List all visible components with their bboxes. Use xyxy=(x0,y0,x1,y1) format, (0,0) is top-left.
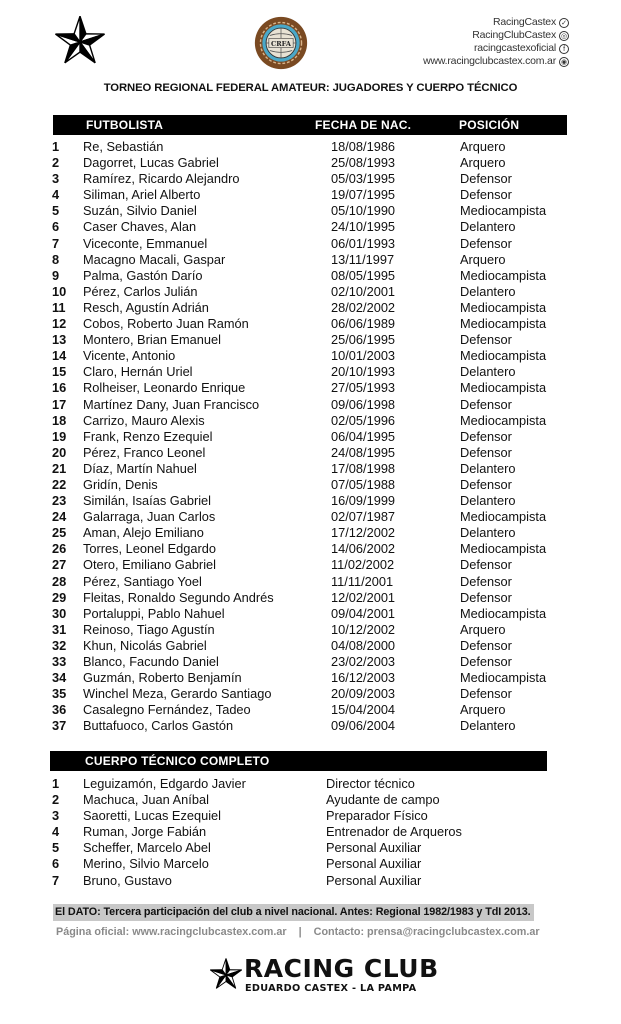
twitter-icon: ✓ xyxy=(559,18,569,28)
racing-club-logo xyxy=(208,954,439,999)
staff-row xyxy=(0,824,621,840)
dato-note: El DATO: Tercera participación del club a nivel nacional. Antes: Regional 1982/1983 y TdI 2013. xyxy=(53,904,534,921)
column-header-fecha: FECHA DE NAC. xyxy=(315,118,412,132)
player-number: 20 xyxy=(52,444,67,460)
contact-line xyxy=(56,926,540,938)
player-row xyxy=(0,525,621,541)
player-name: Martínez Dany, Juan Francisco xyxy=(83,396,260,412)
player-position: Delantero xyxy=(460,718,516,734)
staff-row xyxy=(0,792,621,808)
brand-name: RACING CLUB xyxy=(244,954,439,983)
separator: | xyxy=(298,926,302,938)
player-number: 1 xyxy=(52,139,60,154)
player-birthdate: 27/05/1993 xyxy=(331,380,396,396)
staff-name: Ruman, Jorge Fabián xyxy=(83,824,207,840)
player-name: Siliman, Ariel Alberto xyxy=(83,187,201,203)
player-birthdate: 16/12/2003 xyxy=(331,670,396,686)
player-number: 8 xyxy=(52,251,60,267)
player-number: 22 xyxy=(52,476,67,492)
player-row xyxy=(0,348,621,364)
player-position: Arquero xyxy=(460,621,506,637)
player-birthdate: 17/12/2002 xyxy=(331,525,396,541)
player-row xyxy=(0,557,621,573)
player-row xyxy=(0,155,621,171)
player-row xyxy=(0,429,621,445)
player-number: 25 xyxy=(52,525,67,541)
player-birthdate: 10/12/2002 xyxy=(331,621,396,637)
player-name: Carrizo, Mauro Alexis xyxy=(83,412,205,428)
staff-row xyxy=(0,856,621,872)
player-name: Pérez, Franco Leonel xyxy=(83,444,206,460)
player-number: 7 xyxy=(52,235,60,251)
player-birthdate: 07/05/1988 xyxy=(331,476,396,492)
player-name: Casalegno Fernández, Tadeo xyxy=(83,702,251,718)
player-number: 11 xyxy=(52,299,66,315)
player-row xyxy=(0,413,621,429)
player-birthdate: 08/05/1995 xyxy=(331,267,396,283)
player-position: Mediocampista xyxy=(460,348,547,364)
player-row xyxy=(0,509,621,525)
player-row xyxy=(0,670,621,686)
player-position: Delantero xyxy=(460,219,516,235)
player-name: Resch, Agustín Adrián xyxy=(83,299,209,315)
social-links xyxy=(423,16,569,68)
player-row xyxy=(0,300,621,316)
seal-text: CRFA xyxy=(271,39,291,48)
staff-role: Director técnico xyxy=(326,776,415,791)
player-name: Winchel Meza, Gerardo Santiago xyxy=(83,686,272,702)
player-position: Mediocampista xyxy=(460,509,547,525)
player-name: Viceconte, Emmanuel xyxy=(83,235,208,251)
player-row xyxy=(0,702,621,718)
player-position: Mediocampista xyxy=(460,203,547,219)
facebook-icon: f xyxy=(559,44,569,54)
players-table-header xyxy=(53,115,567,135)
player-row xyxy=(0,284,621,300)
player-name: Blanco, Facundo Daniel xyxy=(83,654,219,669)
player-name: Similán, Isaías Gabriel xyxy=(83,493,212,509)
player-number: 30 xyxy=(52,605,67,621)
column-header-posicion: POSICIÓN xyxy=(459,118,520,132)
player-row xyxy=(0,606,621,622)
player-number: 36 xyxy=(52,702,67,718)
player-position: Delantero xyxy=(460,493,516,509)
player-birthdate: 10/01/2003 xyxy=(331,348,396,364)
player-row xyxy=(0,187,621,203)
player-position: Arquero xyxy=(460,155,506,171)
staff-name: Scheffer, Marcelo Abel xyxy=(83,840,211,856)
player-birthdate: 09/06/1998 xyxy=(331,396,396,412)
player-number: 12 xyxy=(52,316,67,332)
player-number: 6 xyxy=(52,219,60,235)
player-birthdate: 02/07/1987 xyxy=(331,509,396,525)
staff-table-header xyxy=(50,751,547,771)
player-position: Mediocampista xyxy=(460,541,547,557)
player-number: 4 xyxy=(52,187,60,203)
player-birthdate: 16/09/1999 xyxy=(331,493,396,509)
player-number: 9 xyxy=(52,267,60,283)
official-page-link[interactable]: Página oficial: www.racingclubcastex.com.ar xyxy=(56,926,287,938)
player-name: Claro, Hernán Uriel xyxy=(83,364,193,380)
staff-row xyxy=(0,808,621,824)
player-row xyxy=(0,332,621,348)
staff-role: Entrenador de Arqueros xyxy=(326,824,462,840)
player-name: Reinoso, Tiago Agustín xyxy=(83,621,215,637)
player-birthdate: 06/01/1993 xyxy=(331,235,396,251)
player-number: 10 xyxy=(52,283,67,299)
player-name: Pérez, Santiago Yoel xyxy=(83,573,202,589)
player-position: Delantero xyxy=(460,364,516,380)
brand-subtitle: EDUARDO CASTEX - LA PAMPA xyxy=(245,983,417,994)
player-number: 31 xyxy=(52,621,67,637)
player-name: Montero, Brian Emanuel xyxy=(83,332,221,348)
player-number: 37 xyxy=(52,718,67,734)
player-birthdate: 06/04/1995 xyxy=(331,428,396,444)
staff-name: Bruno, Gustavo xyxy=(83,872,172,888)
staff-number: 6 xyxy=(52,856,60,872)
social-label: RacingClubCastex xyxy=(472,29,556,41)
player-row xyxy=(0,139,621,155)
player-name: Suzán, Silvio Daniel xyxy=(83,203,197,219)
staff-role: Ayudante de campo xyxy=(326,792,440,808)
player-position: Mediocampista xyxy=(460,380,547,396)
player-row xyxy=(0,171,621,187)
player-name: Palma, Gastón Darío xyxy=(83,267,203,283)
player-birthdate: 11/02/2002 xyxy=(331,557,395,573)
player-name: Pérez, Carlos Julián xyxy=(83,283,198,299)
player-name: Díaz, Martín Nahuel xyxy=(83,460,197,476)
player-row xyxy=(0,590,621,606)
player-number: 24 xyxy=(52,509,67,525)
player-birthdate: 05/10/1990 xyxy=(331,203,396,219)
player-position: Delantero xyxy=(460,283,516,299)
player-row xyxy=(0,236,621,252)
player-position: Arquero xyxy=(460,702,506,718)
nautical-star xyxy=(56,16,105,63)
staff-role: Personal Auxiliar xyxy=(326,872,422,888)
player-position: Defensor xyxy=(460,654,512,669)
staff-name: Saoretti, Lucas Ezequiel xyxy=(83,808,222,824)
player-position: Mediocampista xyxy=(460,299,547,315)
player-name: Cobos, Roberto Juan Ramón xyxy=(83,316,249,332)
player-row xyxy=(0,477,621,493)
player-name: Frank, Renzo Ezequiel xyxy=(83,428,213,444)
player-position: Defensor xyxy=(460,686,512,702)
player-name: Portaluppi, Pablo Nahuel xyxy=(83,605,225,621)
player-name: Otero, Emiliano Gabriel xyxy=(83,557,216,573)
player-number: 32 xyxy=(52,637,67,653)
social-link[interactable] xyxy=(423,29,569,42)
player-position: Delantero xyxy=(460,525,516,541)
staff-role: Personal Auxiliar xyxy=(326,840,422,856)
player-birthdate: 28/02/2002 xyxy=(331,299,396,315)
player-row xyxy=(0,316,621,332)
player-row xyxy=(0,686,621,702)
staff-title: CUERPO TÉCNICO COMPLETO xyxy=(85,754,270,768)
player-row xyxy=(0,397,621,413)
staff-number: 4 xyxy=(52,824,60,840)
player-position: Defensor xyxy=(460,332,512,348)
social-link[interactable] xyxy=(423,16,569,29)
player-number: 2 xyxy=(52,155,60,171)
player-row xyxy=(0,638,621,654)
player-position: Defensor xyxy=(460,171,512,187)
player-position: Mediocampista xyxy=(460,412,547,428)
player-row xyxy=(0,718,621,734)
player-birthdate: 02/10/2001 xyxy=(331,283,396,299)
player-name: Aman, Alejo Emiliano xyxy=(83,525,204,541)
staff-table xyxy=(0,776,621,889)
player-number: 23 xyxy=(52,493,67,509)
players-table xyxy=(0,139,621,734)
player-birthdate: 05/03/1995 xyxy=(331,171,396,187)
player-number: 28 xyxy=(52,573,67,589)
staff-number: 5 xyxy=(52,840,60,856)
player-row xyxy=(0,252,621,268)
player-name: Buttafuoco, Carlos Gastón xyxy=(83,718,234,734)
player-number: 17 xyxy=(52,396,67,412)
player-row xyxy=(0,461,621,477)
player-row xyxy=(0,493,621,509)
staff-number: 7 xyxy=(52,872,60,888)
player-row xyxy=(0,622,621,638)
player-number: 35 xyxy=(52,686,67,702)
column-header-futbolista: FUTBOLISTA xyxy=(86,118,164,132)
player-name: Gridín, Denis xyxy=(83,476,158,492)
player-position: Defensor xyxy=(460,444,512,460)
player-birthdate: 20/10/1993 xyxy=(331,364,396,380)
player-row xyxy=(0,445,621,461)
staff-name: Leguizamón, Edgardo Javier xyxy=(83,776,246,791)
player-name: Rolheiser, Leonardo Enrique xyxy=(83,380,246,396)
footer-star-icon xyxy=(208,957,244,993)
player-name: Khun, Nicolás Gabriel xyxy=(83,637,207,653)
player-birthdate: 11/11/2001 xyxy=(331,573,394,589)
player-position: Defensor xyxy=(460,637,512,653)
player-name: Fleitas, Ronaldo Segundo Andrés xyxy=(83,589,274,605)
player-position: Defensor xyxy=(460,187,512,203)
player-position: Defensor xyxy=(460,573,512,589)
player-birthdate: 24/10/1995 xyxy=(331,219,396,235)
player-position: Arquero xyxy=(460,251,506,267)
player-position: Mediocampista xyxy=(460,670,547,686)
player-row xyxy=(0,203,621,219)
player-row xyxy=(0,380,621,396)
player-name: Dagorret, Lucas Gabriel xyxy=(83,155,219,171)
player-position: Defensor xyxy=(460,557,512,573)
player-birthdate: 20/09/2003 xyxy=(331,686,396,702)
player-number: 26 xyxy=(52,541,67,557)
player-number: 21 xyxy=(52,460,67,476)
player-birthdate: 02/05/1996 xyxy=(331,412,396,428)
instagram-icon: ◎ xyxy=(559,31,569,41)
player-number: 16 xyxy=(52,380,67,396)
player-number: 34 xyxy=(52,670,67,686)
staff-row xyxy=(0,776,621,792)
player-position: Mediocampista xyxy=(460,605,547,621)
player-name: Macagno Macali, Gaspar xyxy=(83,251,226,267)
player-birthdate: 17/08/1998 xyxy=(331,460,396,476)
player-name: Galarraga, Juan Carlos xyxy=(83,509,216,525)
player-number: 13 xyxy=(52,332,67,348)
nautical-star xyxy=(210,958,241,988)
player-row xyxy=(0,364,621,380)
player-row xyxy=(0,219,621,235)
player-row xyxy=(0,574,621,590)
player-position: Arquero xyxy=(460,139,506,154)
social-label: racingcastexoficial xyxy=(474,42,556,54)
player-birthdate: 25/06/1995 xyxy=(331,332,396,348)
staff-row xyxy=(0,840,621,856)
player-birthdate: 12/02/2001 xyxy=(331,589,396,605)
player-birthdate: 09/06/2004 xyxy=(331,718,396,734)
player-number: 18 xyxy=(52,412,67,428)
player-row xyxy=(0,541,621,557)
player-number: 19 xyxy=(52,428,67,444)
player-row xyxy=(0,268,621,284)
player-position: Defensor xyxy=(460,235,512,251)
player-birthdate: 25/08/1993 xyxy=(331,155,396,171)
player-position: Mediocampista xyxy=(460,267,547,283)
staff-number: 2 xyxy=(52,792,60,808)
player-position: Defensor xyxy=(460,428,512,444)
staff-row xyxy=(0,873,621,889)
social-label: www.racingclubcastex.com.ar xyxy=(423,55,556,67)
player-birthdate: 19/07/1995 xyxy=(331,187,396,203)
staff-role: Personal Auxiliar xyxy=(326,856,422,872)
player-number: 33 xyxy=(52,654,67,669)
player-position: Delantero xyxy=(460,460,516,476)
staff-name: Merino, Silvio Marcelo xyxy=(83,856,209,872)
star-logo-icon xyxy=(52,14,108,70)
player-position: Defensor xyxy=(460,589,512,605)
player-position: Defensor xyxy=(460,476,512,492)
player-name: Torres, Leonel Edgardo xyxy=(83,541,217,557)
player-number: 14 xyxy=(52,348,67,364)
player-name: Caser Chaves, Alan xyxy=(83,219,197,235)
player-number: 3 xyxy=(52,171,60,187)
player-birthdate: 23/02/2003 xyxy=(331,654,396,669)
staff-role: Preparador Físico xyxy=(326,808,428,824)
player-birthdate: 09/04/2001 xyxy=(331,605,396,621)
player-position: Mediocampista xyxy=(460,316,547,332)
player-name: Re, Sebastián xyxy=(83,139,164,154)
player-position: Defensor xyxy=(460,396,512,412)
staff-number: 3 xyxy=(52,808,60,824)
player-number: 27 xyxy=(52,557,67,573)
player-number: 29 xyxy=(52,589,67,605)
staff-name: Machuca, Juan Aníbal xyxy=(83,792,209,808)
contact-email-link[interactable]: Contacto: prensa@racingclubcastex.com.ar xyxy=(313,926,540,938)
social-link[interactable] xyxy=(423,55,569,68)
player-name: Guzmán, Roberto Benjamín xyxy=(83,670,242,686)
player-birthdate: 04/08/2000 xyxy=(331,637,396,653)
player-birthdate: 18/08/1986 xyxy=(331,139,396,154)
player-number: 15 xyxy=(52,364,67,380)
player-name: Vicente, Antonio xyxy=(83,348,176,364)
player-birthdate: 13/11/1997 xyxy=(331,251,395,267)
player-row xyxy=(0,654,621,670)
player-birthdate: 14/06/2002 xyxy=(331,541,396,557)
social-label: RacingCastex xyxy=(493,16,556,28)
player-name: Ramírez, Ricardo Alejandro xyxy=(83,171,240,187)
web-icon: ◉ xyxy=(559,57,569,67)
page-title: TORNEO REGIONAL FEDERAL AMATEUR: JUGADORES Y CUERPO TÉCNICO xyxy=(103,82,518,94)
federation-seal-logo xyxy=(253,14,309,72)
player-birthdate: 15/04/2004 xyxy=(331,702,396,718)
player-number: 5 xyxy=(52,203,60,219)
player-birthdate: 06/06/1989 xyxy=(331,316,396,332)
player-birthdate: 24/08/1995 xyxy=(331,444,396,460)
staff-number: 1 xyxy=(52,776,60,791)
social-link[interactable] xyxy=(423,42,569,55)
